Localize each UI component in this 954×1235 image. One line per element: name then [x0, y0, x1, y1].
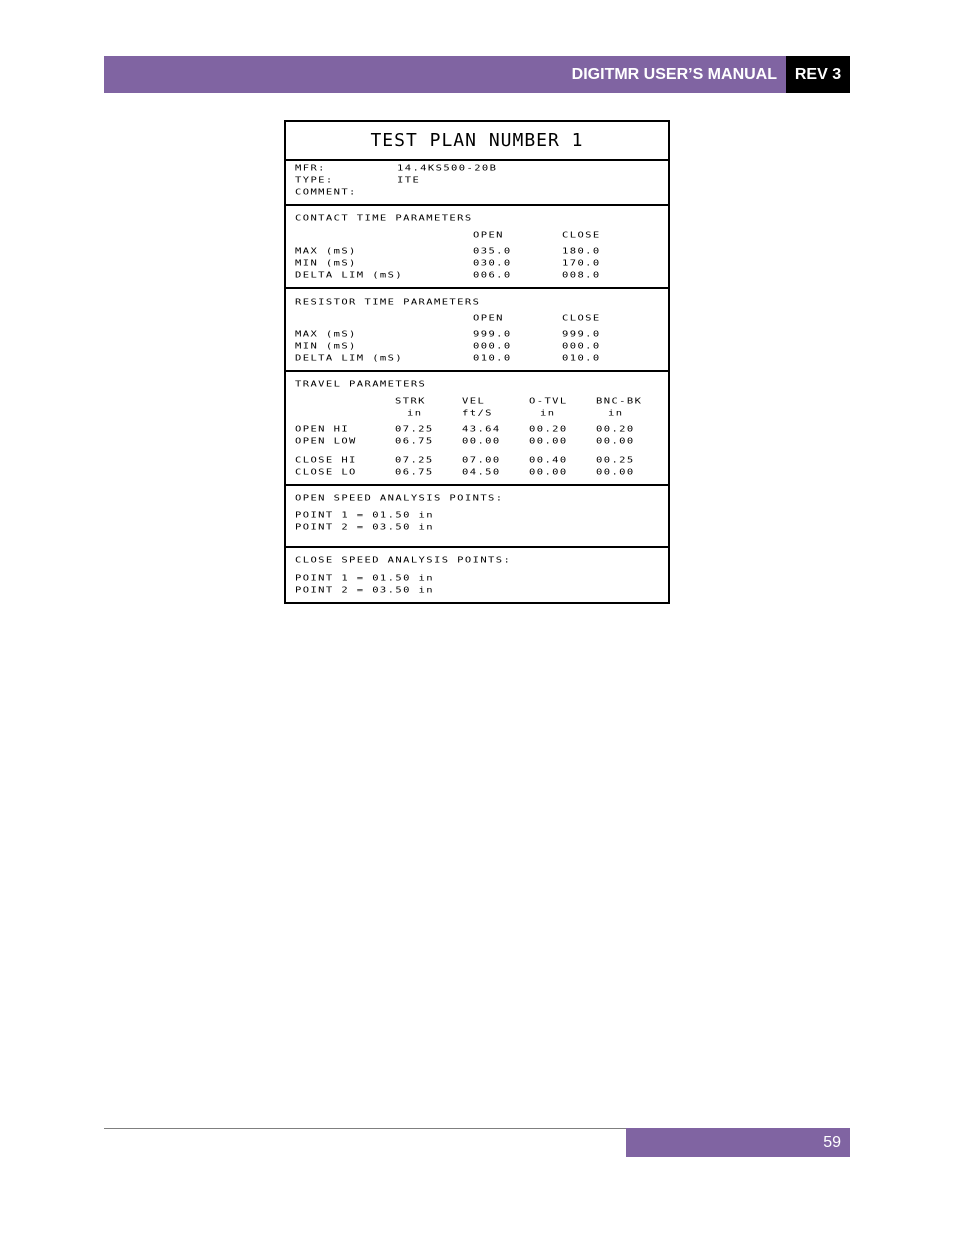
- printout-title: TEST PLAN NUMBER 1: [370, 130, 584, 151]
- travel-col-otvl: O-TVL: [529, 397, 568, 406]
- close-speed-point: POINT 1 = 01.50 in: [295, 574, 434, 583]
- travel-col-strk: STRK: [395, 397, 426, 406]
- manual-title: DIGITMR USER’S MANUAL: [571, 65, 777, 83]
- contact-row-label: MIN (mS): [295, 259, 357, 268]
- resistor-row-open: 000.0: [473, 342, 512, 351]
- travel-row-label: CLOSE HI: [295, 456, 357, 465]
- open-speed-point: POINT 2 = 03.50 in: [295, 523, 434, 532]
- section-divider: [286, 204, 668, 206]
- travel-row-label: OPEN LOW: [295, 437, 357, 446]
- header-bar: [104, 56, 786, 93]
- section-divider: [286, 287, 668, 289]
- type-label: TYPE:: [295, 176, 334, 185]
- contact-col-open: OPEN: [473, 231, 504, 240]
- travel-heading: TRAVEL PARAMETERS: [295, 380, 427, 389]
- contact-row-close: 008.0: [562, 271, 601, 280]
- test-plan-printout: [284, 120, 670, 604]
- travel-cell: 00.00: [529, 468, 568, 477]
- travel-cell: 07.00: [462, 456, 501, 465]
- resistor-row-close: 999.0: [562, 330, 601, 339]
- section-divider: [286, 484, 668, 486]
- revision-label: REV 3: [794, 65, 842, 83]
- comment-label: COMMENT:: [295, 188, 357, 197]
- resistor-row-close: 000.0: [562, 342, 601, 351]
- revision-badge: [786, 56, 850, 93]
- travel-col-vel: VEL: [462, 397, 486, 406]
- contact-row-label: MAX (mS): [295, 247, 357, 256]
- footer-rule: [104, 1128, 626, 1129]
- travel-cell: 43.64: [462, 425, 501, 434]
- travel-row-label: CLOSE LO: [295, 468, 357, 477]
- resistor-row-label: DELTA LIM (mS): [295, 354, 404, 363]
- travel-cell: 06.75: [395, 437, 434, 446]
- travel-cell: 06.75: [395, 468, 434, 477]
- travel-unit-otvl: in: [540, 409, 556, 418]
- travel-unit-vel: ft/S: [462, 409, 493, 418]
- travel-unit-strk: in: [407, 409, 423, 418]
- contact-heading: CONTACT TIME PARAMETERS: [295, 214, 473, 223]
- page-number: 59: [823, 1133, 841, 1151]
- footer-bar: [626, 1128, 850, 1157]
- travel-cell: 04.50: [462, 468, 501, 477]
- section-divider: [286, 370, 668, 372]
- mfr-label: MFR:: [295, 164, 326, 173]
- travel-cell: 00.00: [596, 437, 635, 446]
- travel-cell: 07.25: [395, 425, 434, 434]
- travel-col-bncbk: BNC-BK: [596, 397, 643, 406]
- resistor-row-label: MIN (mS): [295, 342, 357, 351]
- travel-row-label: OPEN HI: [295, 425, 350, 434]
- resistor-col-open: OPEN: [473, 314, 504, 323]
- contact-row-open: 035.0: [473, 247, 512, 256]
- travel-cell: 00.00: [529, 437, 568, 446]
- travel-cell: 00.25: [596, 456, 635, 465]
- resistor-row-close: 010.0: [562, 354, 601, 363]
- open-speed-point: POINT 1 = 01.50 in: [295, 511, 434, 520]
- type-value: ITE: [397, 176, 421, 185]
- section-divider: [286, 546, 668, 548]
- contact-row-close: 180.0: [562, 247, 601, 256]
- travel-cell: 00.20: [529, 425, 568, 434]
- travel-cell: 00.00: [596, 468, 635, 477]
- contact-row-close: 170.0: [562, 259, 601, 268]
- contact-row-open: 030.0: [473, 259, 512, 268]
- close-speed-point: POINT 2 = 03.50 in: [295, 586, 434, 595]
- resistor-row-open: 999.0: [473, 330, 512, 339]
- resistor-row-open: 010.0: [473, 354, 512, 363]
- travel-unit-bncbk: in: [608, 409, 624, 418]
- contact-row-label: DELTA LIM (mS): [295, 271, 404, 280]
- mfr-value: 14.4KS500-20B: [397, 164, 498, 173]
- resistor-heading: RESISTOR TIME PARAMETERS: [295, 298, 481, 307]
- travel-cell: 00.00: [462, 437, 501, 446]
- contact-row-open: 006.0: [473, 271, 512, 280]
- travel-cell: 00.40: [529, 456, 568, 465]
- travel-cell: 00.20: [596, 425, 635, 434]
- section-divider: [286, 159, 668, 161]
- open-speed-heading: OPEN SPEED ANALYSIS POINTS:: [295, 494, 504, 503]
- travel-cell: 07.25: [395, 456, 434, 465]
- resistor-row-label: MAX (mS): [295, 330, 357, 339]
- close-speed-heading: CLOSE SPEED ANALYSIS POINTS:: [295, 556, 512, 565]
- resistor-col-close: CLOSE: [562, 314, 601, 323]
- contact-col-close: CLOSE: [562, 231, 601, 240]
